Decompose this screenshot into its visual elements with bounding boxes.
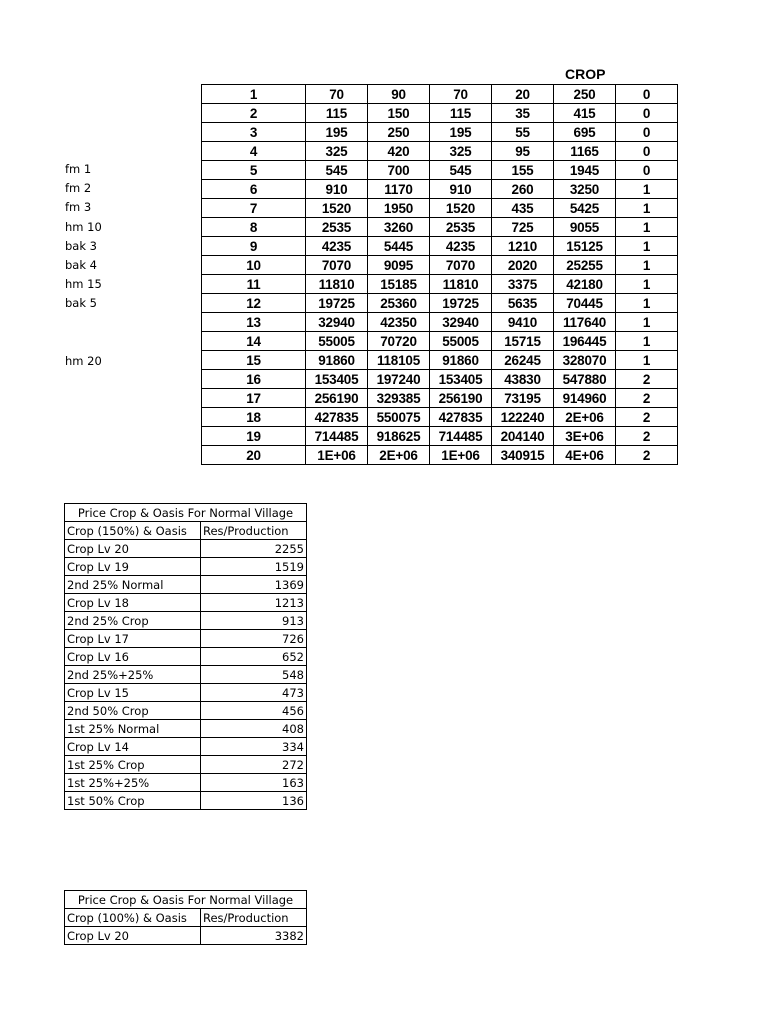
price-value-cell: 913 bbox=[201, 612, 307, 630]
price-value-cell: 456 bbox=[201, 702, 307, 720]
price-value-cell: 1369 bbox=[201, 576, 307, 594]
side-label: fm 3 bbox=[65, 200, 92, 215]
value-cell: 196445 bbox=[554, 332, 616, 351]
value-cell: 1 bbox=[616, 256, 678, 275]
value-cell: 7070 bbox=[430, 256, 492, 275]
value-cell: 2E+06 bbox=[368, 446, 430, 465]
value-cell: 2535 bbox=[306, 218, 368, 237]
value-cell: 90 bbox=[368, 85, 430, 104]
table-row bbox=[202, 332, 678, 351]
value-cell: 42350 bbox=[368, 313, 430, 332]
value-cell: 122240 bbox=[492, 408, 554, 427]
price-table-title-row bbox=[65, 891, 307, 909]
value-cell: 95 bbox=[492, 142, 554, 161]
value-cell: 0 bbox=[616, 142, 678, 161]
value-cell: 204140 bbox=[492, 427, 554, 446]
value-cell: 4235 bbox=[306, 237, 368, 256]
level-cell: 3 bbox=[202, 123, 306, 142]
column-header-res-production: Res/Production bbox=[201, 522, 307, 540]
value-cell: 250 bbox=[368, 123, 430, 142]
column-header-crop-oasis: Crop (150%) & Oasis bbox=[65, 522, 201, 540]
table-row bbox=[65, 630, 307, 648]
value-cell: 1 bbox=[616, 199, 678, 218]
value-cell: 9095 bbox=[368, 256, 430, 275]
value-cell: 256190 bbox=[430, 389, 492, 408]
value-cell: 153405 bbox=[306, 370, 368, 389]
item-name-cell: Crop Lv 14 bbox=[65, 738, 201, 756]
value-cell: 2 bbox=[616, 446, 678, 465]
value-cell: 714485 bbox=[430, 427, 492, 446]
level-cell: 20 bbox=[202, 446, 306, 465]
table-row bbox=[202, 85, 678, 104]
level-cell: 19 bbox=[202, 427, 306, 446]
item-name-cell: 1st 25% Normal bbox=[65, 720, 201, 738]
price-value-cell: 548 bbox=[201, 666, 307, 684]
table-row bbox=[65, 558, 307, 576]
level-cell: 11 bbox=[202, 275, 306, 294]
value-cell: 3E+06 bbox=[554, 427, 616, 446]
value-cell: 547880 bbox=[554, 370, 616, 389]
value-cell: 1170 bbox=[368, 180, 430, 199]
value-cell: 3260 bbox=[368, 218, 430, 237]
value-cell: 1 bbox=[616, 313, 678, 332]
level-cell: 12 bbox=[202, 294, 306, 313]
value-cell: 700 bbox=[368, 161, 430, 180]
value-cell: 1950 bbox=[368, 199, 430, 218]
table-row bbox=[202, 199, 678, 218]
item-name-cell: 1st 25% Crop bbox=[65, 756, 201, 774]
side-label: fm 2 bbox=[65, 181, 92, 196]
value-cell: 725 bbox=[492, 218, 554, 237]
price-table-title: Price Crop & Oasis For Normal Village bbox=[65, 504, 307, 522]
value-cell: 0 bbox=[616, 104, 678, 123]
value-cell: 1 bbox=[616, 351, 678, 370]
level-cell: 2 bbox=[202, 104, 306, 123]
price-value-cell: 1519 bbox=[201, 558, 307, 576]
table-row bbox=[65, 666, 307, 684]
value-cell: 195 bbox=[430, 123, 492, 142]
table-row bbox=[65, 684, 307, 702]
level-cell: 14 bbox=[202, 332, 306, 351]
table-row bbox=[202, 142, 678, 161]
side-label: bak 4 bbox=[65, 258, 97, 272]
value-cell: 117640 bbox=[554, 313, 616, 332]
side-label: bak 5 bbox=[65, 296, 97, 311]
value-cell: 329385 bbox=[368, 389, 430, 408]
price-value-cell: 726 bbox=[201, 630, 307, 648]
price-table-header-row bbox=[65, 909, 307, 927]
table-row bbox=[65, 594, 307, 612]
crop-level-table bbox=[201, 84, 678, 465]
table-row bbox=[65, 738, 307, 756]
price-value-cell: 272 bbox=[201, 756, 307, 774]
price-value-cell: 1213 bbox=[201, 594, 307, 612]
level-cell: 18 bbox=[202, 408, 306, 427]
item-name-cell: 2nd 25%+25% bbox=[65, 666, 201, 684]
table-row bbox=[202, 446, 678, 465]
value-cell: 32940 bbox=[430, 313, 492, 332]
value-cell: 15185 bbox=[368, 275, 430, 294]
item-name-cell: 1st 50% Crop bbox=[65, 792, 201, 810]
table-row bbox=[202, 408, 678, 427]
value-cell: 2020 bbox=[492, 256, 554, 275]
value-cell: 2535 bbox=[430, 218, 492, 237]
level-cell: 9 bbox=[202, 237, 306, 256]
value-cell: 1 bbox=[616, 275, 678, 294]
value-cell: 1 bbox=[616, 237, 678, 256]
value-cell: 0 bbox=[616, 123, 678, 142]
table-row bbox=[202, 256, 678, 275]
price-table-title-row bbox=[65, 504, 307, 522]
value-cell: 2 bbox=[616, 408, 678, 427]
table-row bbox=[65, 774, 307, 792]
table-row bbox=[202, 313, 678, 332]
value-cell: 19725 bbox=[306, 294, 368, 313]
price-value-cell: 2255 bbox=[201, 540, 307, 558]
table-row bbox=[202, 294, 678, 313]
value-cell: 150 bbox=[368, 104, 430, 123]
item-name-cell: 2nd 25% Normal bbox=[65, 576, 201, 594]
value-cell: 340915 bbox=[492, 446, 554, 465]
item-name-cell: Crop Lv 16 bbox=[65, 648, 201, 666]
value-cell: 5425 bbox=[554, 199, 616, 218]
table-row bbox=[65, 792, 307, 810]
level-cell: 6 bbox=[202, 180, 306, 199]
value-cell: 2 bbox=[616, 370, 678, 389]
table-row bbox=[202, 123, 678, 142]
table-row bbox=[202, 427, 678, 446]
table-row bbox=[202, 218, 678, 237]
value-cell: 197240 bbox=[368, 370, 430, 389]
side-label: fm 1 bbox=[65, 162, 92, 176]
price-value-cell: 408 bbox=[201, 720, 307, 738]
item-name-cell: Crop Lv 18 bbox=[65, 594, 201, 612]
value-cell: 11810 bbox=[430, 275, 492, 294]
value-cell: 325 bbox=[306, 142, 368, 161]
table-row bbox=[202, 237, 678, 256]
value-cell: 2 bbox=[616, 427, 678, 446]
item-name-cell: Crop Lv 20 bbox=[65, 540, 201, 558]
value-cell: 0 bbox=[616, 85, 678, 104]
value-cell: 910 bbox=[430, 180, 492, 199]
value-cell: 70445 bbox=[554, 294, 616, 313]
table-row bbox=[65, 720, 307, 738]
value-cell: 25255 bbox=[554, 256, 616, 275]
value-cell: 118105 bbox=[368, 351, 430, 370]
level-cell: 13 bbox=[202, 313, 306, 332]
item-name-cell: Crop Lv 20 bbox=[65, 927, 201, 945]
table-row bbox=[65, 612, 307, 630]
level-cell: 7 bbox=[202, 199, 306, 218]
price-value-cell: 652 bbox=[201, 648, 307, 666]
table-row bbox=[202, 161, 678, 180]
value-cell: 427835 bbox=[430, 408, 492, 427]
side-label: hm 20 bbox=[65, 354, 102, 368]
value-cell: 550075 bbox=[368, 408, 430, 427]
value-cell: 1520 bbox=[306, 199, 368, 218]
value-cell: 15125 bbox=[554, 237, 616, 256]
value-cell: 195 bbox=[306, 123, 368, 142]
value-cell: 910 bbox=[306, 180, 368, 199]
value-cell: 55005 bbox=[430, 332, 492, 351]
value-cell: 70720 bbox=[368, 332, 430, 351]
item-name-cell: 2nd 50% Crop bbox=[65, 702, 201, 720]
table-row bbox=[202, 370, 678, 389]
price-value-cell: 3382 bbox=[201, 927, 307, 945]
value-cell: 328070 bbox=[554, 351, 616, 370]
value-cell: 7070 bbox=[306, 256, 368, 275]
value-cell: 1E+06 bbox=[306, 446, 368, 465]
table-row bbox=[65, 648, 307, 666]
value-cell: 115 bbox=[306, 104, 368, 123]
value-cell: 9410 bbox=[492, 313, 554, 332]
value-cell: 42180 bbox=[554, 275, 616, 294]
value-cell: 5445 bbox=[368, 237, 430, 256]
item-name-cell: Crop Lv 19 bbox=[65, 558, 201, 576]
value-cell: 5635 bbox=[492, 294, 554, 313]
value-cell: 55005 bbox=[306, 332, 368, 351]
column-header-res-production: Res/Production bbox=[201, 909, 307, 927]
side-label: bak 3 bbox=[65, 238, 97, 253]
price-table-100 bbox=[64, 890, 307, 945]
value-cell: 1520 bbox=[430, 199, 492, 218]
item-name-cell: Crop Lv 17 bbox=[65, 630, 201, 648]
value-cell: 91860 bbox=[306, 351, 368, 370]
value-cell: 1210 bbox=[492, 237, 554, 256]
price-table-title: Price Crop & Oasis For Normal Village bbox=[65, 891, 307, 909]
value-cell: 545 bbox=[306, 161, 368, 180]
value-cell: 714485 bbox=[306, 427, 368, 446]
value-cell: 35 bbox=[492, 104, 554, 123]
value-cell: 1945 bbox=[554, 161, 616, 180]
value-cell: 914960 bbox=[554, 389, 616, 408]
value-cell: 91860 bbox=[430, 351, 492, 370]
value-cell: 545 bbox=[430, 161, 492, 180]
level-cell: 8 bbox=[202, 218, 306, 237]
table-row bbox=[65, 756, 307, 774]
table-row bbox=[202, 389, 678, 408]
table-row bbox=[65, 576, 307, 594]
price-value-cell: 334 bbox=[201, 738, 307, 756]
value-cell: 32940 bbox=[306, 313, 368, 332]
side-label: hm 10 bbox=[65, 219, 102, 234]
value-cell: 20 bbox=[492, 85, 554, 104]
price-value-cell: 473 bbox=[201, 684, 307, 702]
value-cell: 1E+06 bbox=[430, 446, 492, 465]
value-cell: 695 bbox=[554, 123, 616, 142]
value-cell: 1 bbox=[616, 332, 678, 351]
value-cell: 26245 bbox=[492, 351, 554, 370]
value-cell: 153405 bbox=[430, 370, 492, 389]
value-cell: 0 bbox=[616, 161, 678, 180]
value-cell: 1 bbox=[616, 180, 678, 199]
value-cell: 43830 bbox=[492, 370, 554, 389]
value-cell: 15715 bbox=[492, 332, 554, 351]
level-cell: 16 bbox=[202, 370, 306, 389]
value-cell: 1165 bbox=[554, 142, 616, 161]
level-cell: 15 bbox=[202, 351, 306, 370]
value-cell: 70 bbox=[306, 85, 368, 104]
price-table-header-row bbox=[65, 522, 307, 540]
level-cell: 17 bbox=[202, 389, 306, 408]
column-header-crop-oasis: Crop (100%) & Oasis bbox=[65, 909, 201, 927]
value-cell: 155 bbox=[492, 161, 554, 180]
table-row bbox=[65, 927, 307, 945]
level-cell: 5 bbox=[202, 161, 306, 180]
side-label: hm 15 bbox=[65, 277, 102, 292]
value-cell: 415 bbox=[554, 104, 616, 123]
value-cell: 25360 bbox=[368, 294, 430, 313]
value-cell: 9055 bbox=[554, 218, 616, 237]
table-row bbox=[202, 180, 678, 199]
value-cell: 4E+06 bbox=[554, 446, 616, 465]
price-table-150 bbox=[64, 503, 307, 810]
value-cell: 435 bbox=[492, 199, 554, 218]
value-cell: 55 bbox=[492, 123, 554, 142]
value-cell: 1 bbox=[616, 218, 678, 237]
table-row bbox=[202, 351, 678, 370]
value-cell: 2 bbox=[616, 389, 678, 408]
value-cell: 325 bbox=[430, 142, 492, 161]
value-cell: 19725 bbox=[430, 294, 492, 313]
value-cell: 250 bbox=[554, 85, 616, 104]
value-cell: 918625 bbox=[368, 427, 430, 446]
value-cell: 427835 bbox=[306, 408, 368, 427]
item-name-cell: 2nd 25% Crop bbox=[65, 612, 201, 630]
value-cell: 3375 bbox=[492, 275, 554, 294]
crop-column-header: CROP bbox=[565, 66, 606, 82]
price-value-cell: 136 bbox=[201, 792, 307, 810]
value-cell: 70 bbox=[430, 85, 492, 104]
value-cell: 115 bbox=[430, 104, 492, 123]
item-name-cell: Crop Lv 15 bbox=[65, 684, 201, 702]
value-cell: 4235 bbox=[430, 237, 492, 256]
table-row bbox=[65, 702, 307, 720]
value-cell: 256190 bbox=[306, 389, 368, 408]
value-cell: 3250 bbox=[554, 180, 616, 199]
value-cell: 11810 bbox=[306, 275, 368, 294]
value-cell: 2E+06 bbox=[554, 408, 616, 427]
value-cell: 260 bbox=[492, 180, 554, 199]
level-cell: 10 bbox=[202, 256, 306, 275]
table-row bbox=[202, 275, 678, 294]
value-cell: 73195 bbox=[492, 389, 554, 408]
price-value-cell: 163 bbox=[201, 774, 307, 792]
table-row bbox=[65, 540, 307, 558]
table-row bbox=[202, 104, 678, 123]
level-cell: 4 bbox=[202, 142, 306, 161]
item-name-cell: 1st 25%+25% bbox=[65, 774, 201, 792]
value-cell: 1 bbox=[616, 294, 678, 313]
value-cell: 420 bbox=[368, 142, 430, 161]
level-cell: 1 bbox=[202, 85, 306, 104]
